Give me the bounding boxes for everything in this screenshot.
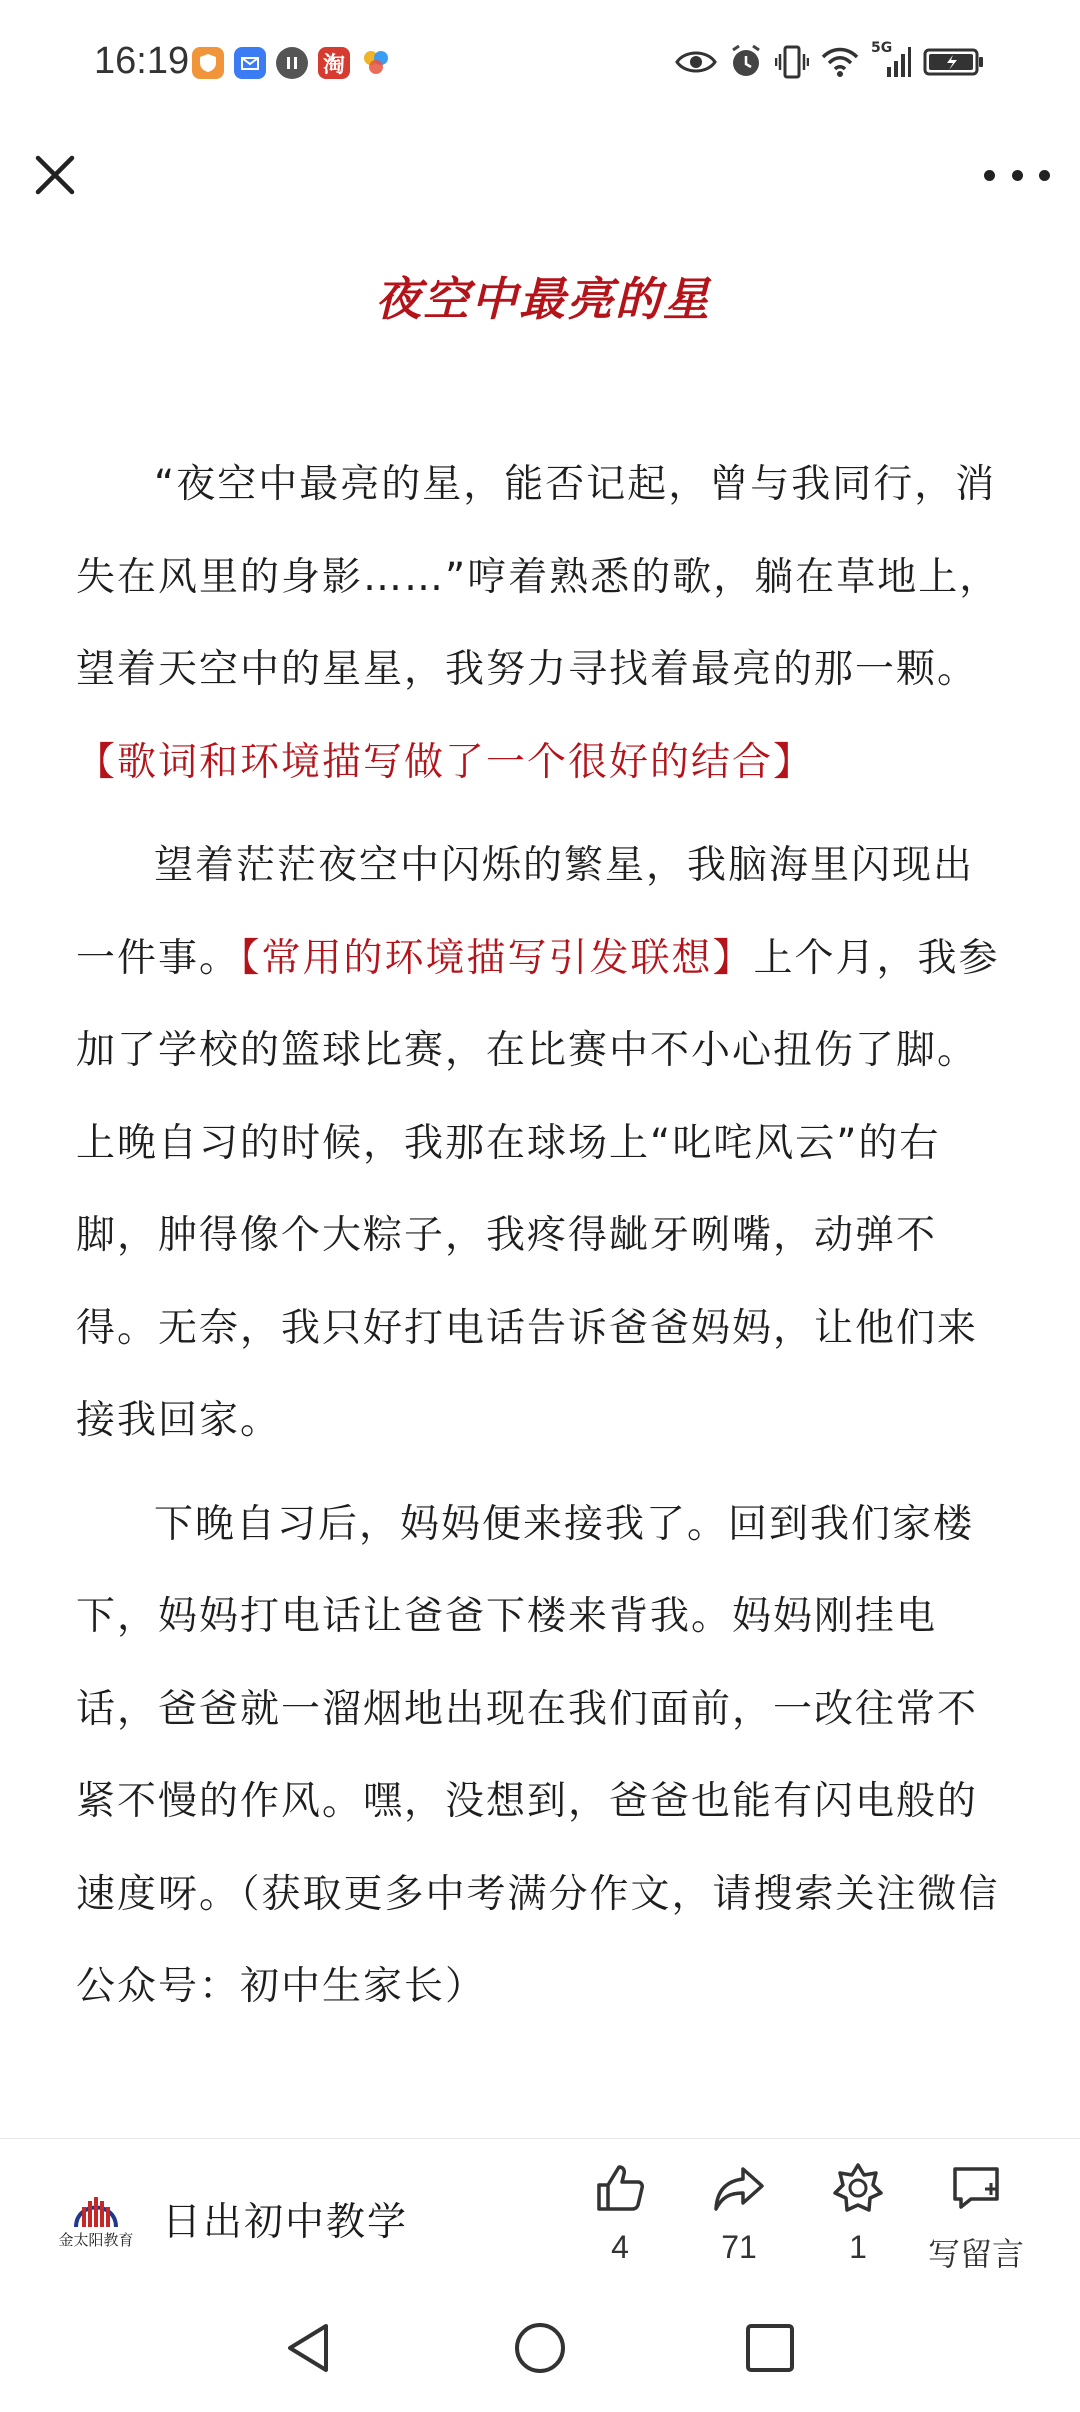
signal-icon [871,40,911,80]
more-options-button[interactable] [984,155,1050,195]
shield-app-icon [192,47,224,79]
article-paragraph-3 [76,1479,1010,2034]
status-bar [0,0,1080,135]
system-icons [675,40,985,80]
vibrate-icon [775,44,809,80]
taobao-app-icon: 淘 [318,47,350,79]
pinwheel-app-icon [360,47,392,79]
editor-comment: 【常用的环境描写引发联想】 [240,935,754,981]
top-nav-bar [0,135,1080,235]
star-flower-icon [831,2161,885,2215]
home-icon[interactable] [512,2320,568,2376]
pause-app-icon [276,47,308,79]
comment-icon [949,2161,1003,2215]
thumbs-up-icon [593,2161,647,2215]
article-paragraph-1 [76,439,1010,809]
alarm-icon [729,44,763,80]
wow-button[interactable] [798,2161,918,2266]
sun-logo-icon [54,2181,138,2231]
write-comment-button[interactable] [916,2161,1036,2275]
paragraph-text: “夜空中最亮的星，能否记起，曾与我同行，消失在风里的身影……”哼着熟悉的歌，躺在草地上，望着天空中的星星，我努力寻找着最亮的那一颗。 [76,462,1001,692]
bottom-toolbar [0,2138,1080,2289]
like-count: 4 [611,2229,629,2265]
wifi-icon [821,44,859,80]
account-name[interactable]: 日出初中教学 [162,2200,409,2245]
account-logo-text: 金太阳教育 [58,2231,134,2249]
status-time: 16:19 [94,40,190,82]
back-icon[interactable] [282,2320,334,2376]
share-count: 71 [721,2229,757,2265]
more-dots-icon [984,170,995,181]
article-title: 夜空中最亮的星 [375,272,711,326]
wow-count: 1 [849,2229,867,2265]
write-comment-label: 写留言 [927,2236,1024,2272]
paragraph-text: 望着茫茫夜空中闪烁的繁星，我脑海里闪现出一件事。 [76,843,975,981]
close-icon [30,150,80,200]
recents-icon[interactable] [744,2322,796,2374]
close-button[interactable] [30,150,80,200]
system-navigation-bar [0,2290,1080,2412]
notification-icons [192,47,392,79]
share-arrow-icon [712,2161,766,2215]
paragraph-text-continued: 上个月，我参加了学校的篮球比赛，在比赛中不小心扭伤了脚。上晚自习的时候，我那在球场上“叱咤风云”的右脚，肿得像个大粽子，我疼得龇牙咧嘴，动弹不得。无奈，我只好打电话告诉爸爸妈妈，让他们来接我回家。 [76,935,1000,1443]
account-logo[interactable] [54,2181,138,2261]
like-button[interactable] [560,2161,680,2266]
network-label: 5G [871,40,893,56]
article-paragraph-2 [76,820,1010,1468]
share-button[interactable] [679,2161,799,2266]
eye-icon [675,44,717,80]
editor-comment: 【歌词和环境描写做了一个很好的结合】 [76,739,815,785]
mail-app-icon [234,47,266,79]
paragraph-text: 下晚自习后，妈妈便来接我了。回到我们家楼下，妈妈打电话让爸爸下楼来背我。妈妈刚挂电话，爸爸就一溜烟地出现在我们面前，一改往常不紧不慢的作风。嘿，没想到，爸爸也能有闪电般的速度呀。（获取更多中考满分作文，请搜索关注微信公众号：初中生家长） [76,1501,1000,2009]
article-body [76,235,1010,2034]
battery-charging-icon [923,44,985,80]
